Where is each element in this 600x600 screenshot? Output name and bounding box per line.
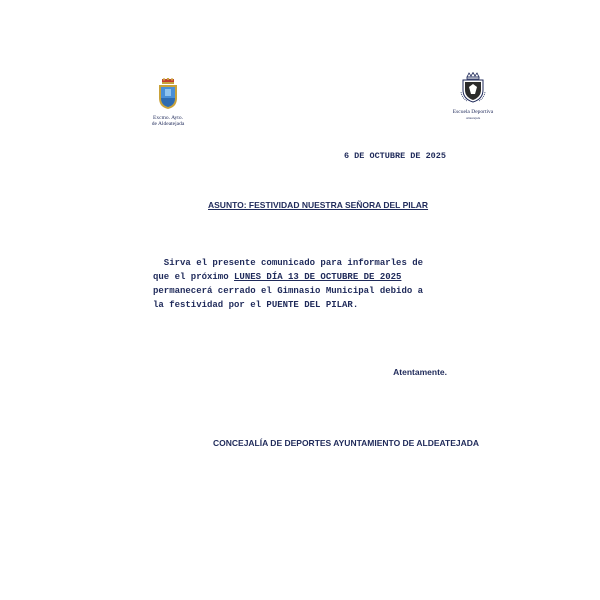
body-line-1: Sirva el presente comunicado para informarles de — [153, 258, 424, 268]
sports-crest-icon — [458, 72, 488, 104]
sports-school-logo-text — [443, 109, 503, 121]
sports-school-subname: Aldeatejada — [465, 116, 481, 120]
body-line-4: la festividad por el PUENTE DEL PILAR. — [153, 300, 359, 310]
document-body — [153, 256, 493, 312]
town-hall-name-line2: de Aldeatejada — [151, 121, 185, 127]
body-line-2-text: que el próximo — [153, 272, 235, 282]
document-subject: ASUNTO: FESTIVIDAD NUESTRA SEÑORA DEL PILAR — [208, 200, 429, 210]
closure-date-highlight: LUNES DÍA 13 DE OCTUBRE DE 2025 — [234, 272, 402, 282]
body-line-2 — [153, 270, 493, 284]
document-page — [20, 20, 580, 580]
body-line-3: permanecerá cerrado el Gimnasio Municipal debido a — [153, 286, 424, 296]
closing-salutation: Atentamente. — [393, 367, 447, 377]
town-hall-logo — [142, 78, 194, 127]
town-hall-logo-text — [142, 115, 194, 127]
signature-department: CONCEJALÍA DE DEPORTES AYUNTAMIENTO DE ALDEATEJADA — [213, 438, 480, 448]
town-hall-name-line1: Excmo. Ayto. — [153, 115, 183, 121]
sports-school-name: Escuela Deportiva — [452, 109, 494, 115]
sports-school-logo — [443, 72, 503, 121]
document-date: 6 DE OCTUBRE DE 2025 — [343, 151, 446, 161]
town-crest-icon — [152, 78, 184, 110]
